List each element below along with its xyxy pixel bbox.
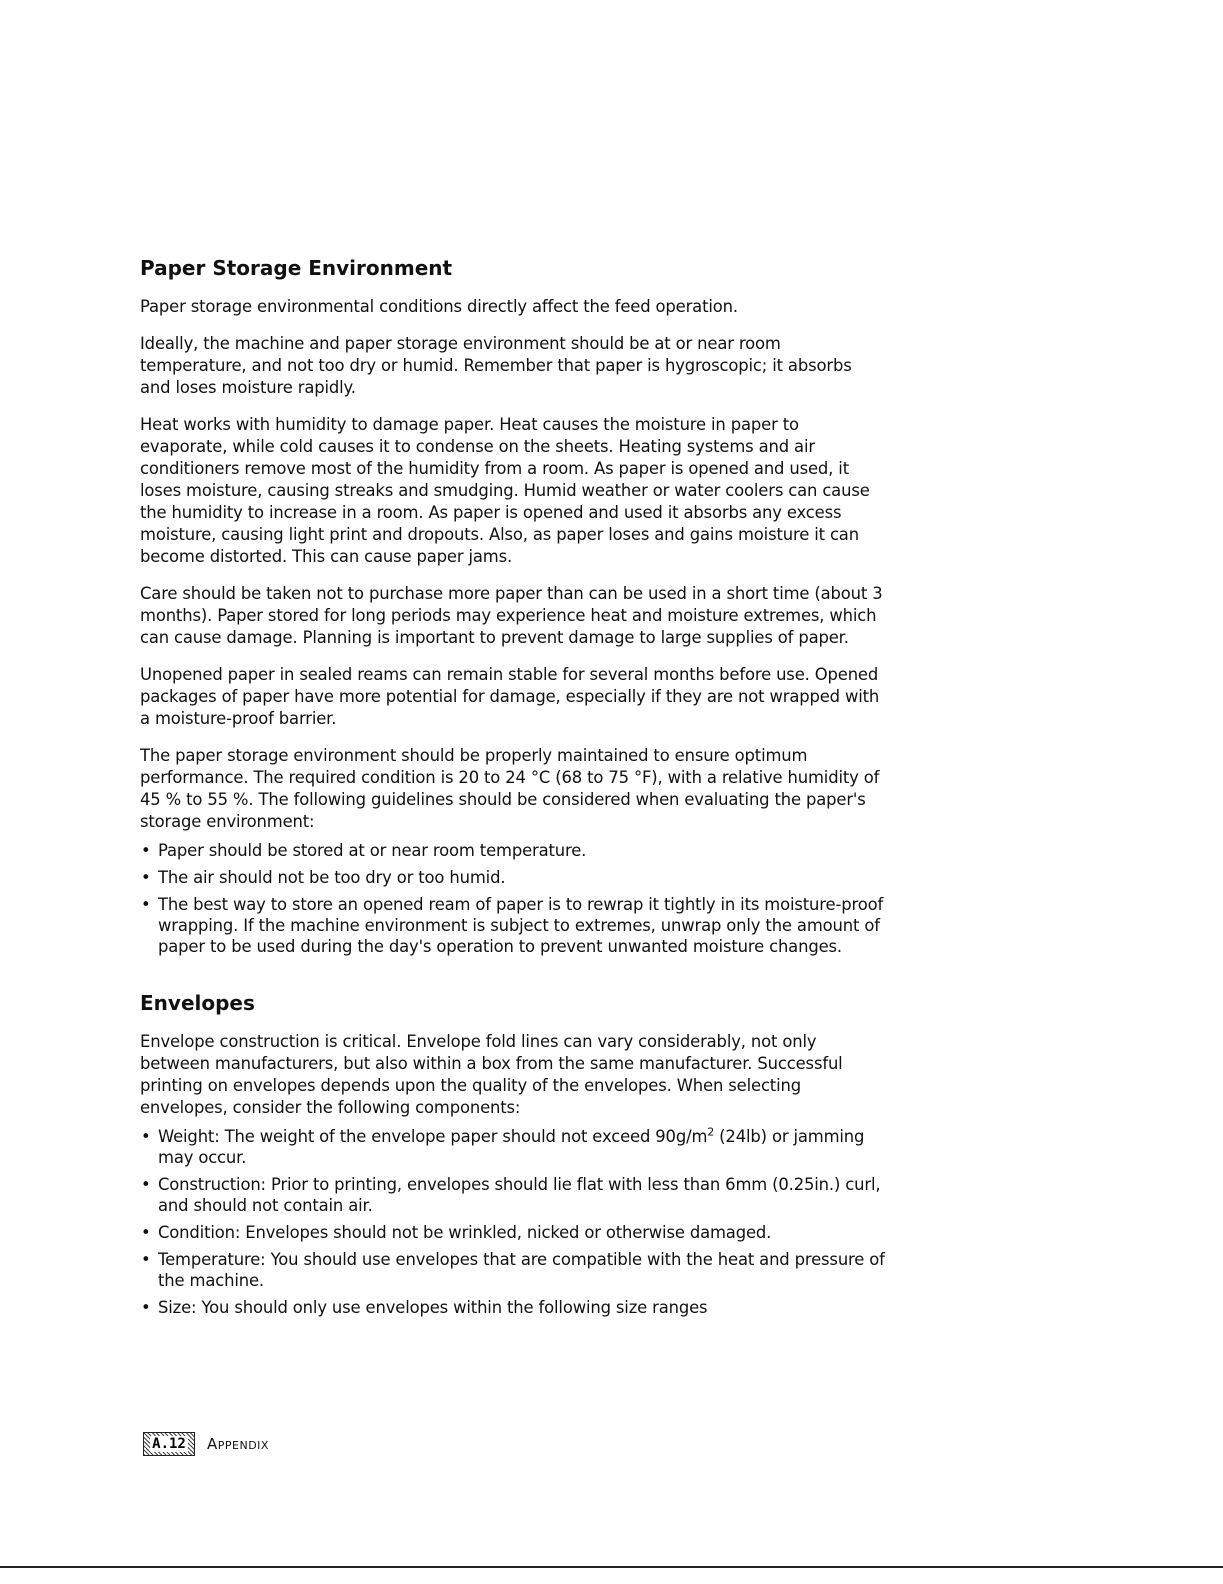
page-number: A.12: [152, 1436, 186, 1452]
section-heading-envelopes: Envelopes: [140, 991, 255, 1015]
list-item: • Temperature: You should use envelopes that are compatible with the heat and pressure of the machine.: [140, 1249, 885, 1291]
list-item: • Paper should be stored at or near room temperature.: [140, 840, 885, 861]
storage-paragraph-4: Care should be taken not to purchase more paper than can be used in a short time (about 3 months). Paper stored for long periods may experience heat and moisture extremes, which can cause damage. Planning is important to prevent damage to large supplies of paper.: [140, 584, 883, 647]
envelopes-intro-paragraph: Envelope construction is critical. Envelope fold lines can vary considerably, not only between manufacturers, but also within a box from the same manufacturer. Successful printing on envelopes depends upon the quality of the envelopes. When selecting envelopes, consider the following components:: [140, 1032, 843, 1117]
weight-text: Weight: The weight of the envelope paper should not exceed 90g/m: [158, 1127, 708, 1146]
list-item: • The air should not be too dry or too humid.: [140, 867, 885, 888]
list-item: • The best way to store an opened ream of paper is to rewrap it tightly in its moisture-proof wrapping. If the machine environment is subject to extremes, unwrap only the amount of paper to be used during the day's operation to prevent unwanted moisture changes.: [140, 894, 885, 957]
list-item: • Size: You should only use envelopes within the following size ranges: [140, 1297, 885, 1318]
bottom-divider: [0, 1566, 1223, 1568]
section-heading-paper-storage: Paper Storage Environment: [140, 256, 453, 280]
list-item: • Construction: Prior to printing, envelopes should lie flat with less than 6mm (0.25in.) curl, and should not contain air.: [140, 1174, 885, 1216]
storage-paragraph-3: Heat works with humidity to damage paper. Heat causes the moisture in paper to evaporate, while cold causes it to condense on the sheets. Heating systems and air conditioners remove most of the humidity from a room. As paper is opened and used, it loses moisture, causing streaks and smudging. Humid weather or water coolers can cause the humidity to increase in a room. As paper is opened and used it absorbs any excess moisture, causing light print and dropouts. Also, as paper loses and gains moisture it can become distorted. This can cause paper jams.: [140, 415, 870, 566]
superscript: 2: [707, 1125, 715, 1139]
page-footer: [143, 1432, 269, 1456]
storage-paragraph-6: The paper storage environment should be properly maintained to ensure optimum performance. The required condition is 20 to 24 °C (68 to 75 °F), with a relative humidity of 45 % to 55 %. The following guidelines should be considered when evaluating the paper's storage environment:: [140, 746, 880, 831]
document-page: [140, 256, 885, 1324]
page-number-badge: [143, 1432, 195, 1456]
list-item-weight: [140, 1126, 885, 1168]
storage-guidelines-list: [140, 840, 885, 957]
envelope-components-list: [140, 1126, 885, 1318]
footer-section-label: Appendix: [207, 1435, 269, 1453]
storage-paragraph-2: Ideally, the machine and paper storage environment should be at or near room temperature, and not too dry or humid. Remember that paper is hygroscopic; it absorbs and loses moisture rapidly.: [140, 334, 852, 397]
list-item: • Condition: Envelopes should not be wrinkled, nicked or otherwise damaged.: [140, 1222, 885, 1243]
storage-paragraph-5: Unopened paper in sealed reams can remain stable for several months before use. Opened packages of paper have more potential for damage, especially if they are not wrapped with a moisture-proof barrier.: [140, 665, 880, 728]
storage-paragraph-1: Paper storage environmental conditions directly affect the feed operation.: [140, 297, 738, 316]
weight-text-end: (24lb) or jamming may occur.: [158, 1127, 865, 1167]
